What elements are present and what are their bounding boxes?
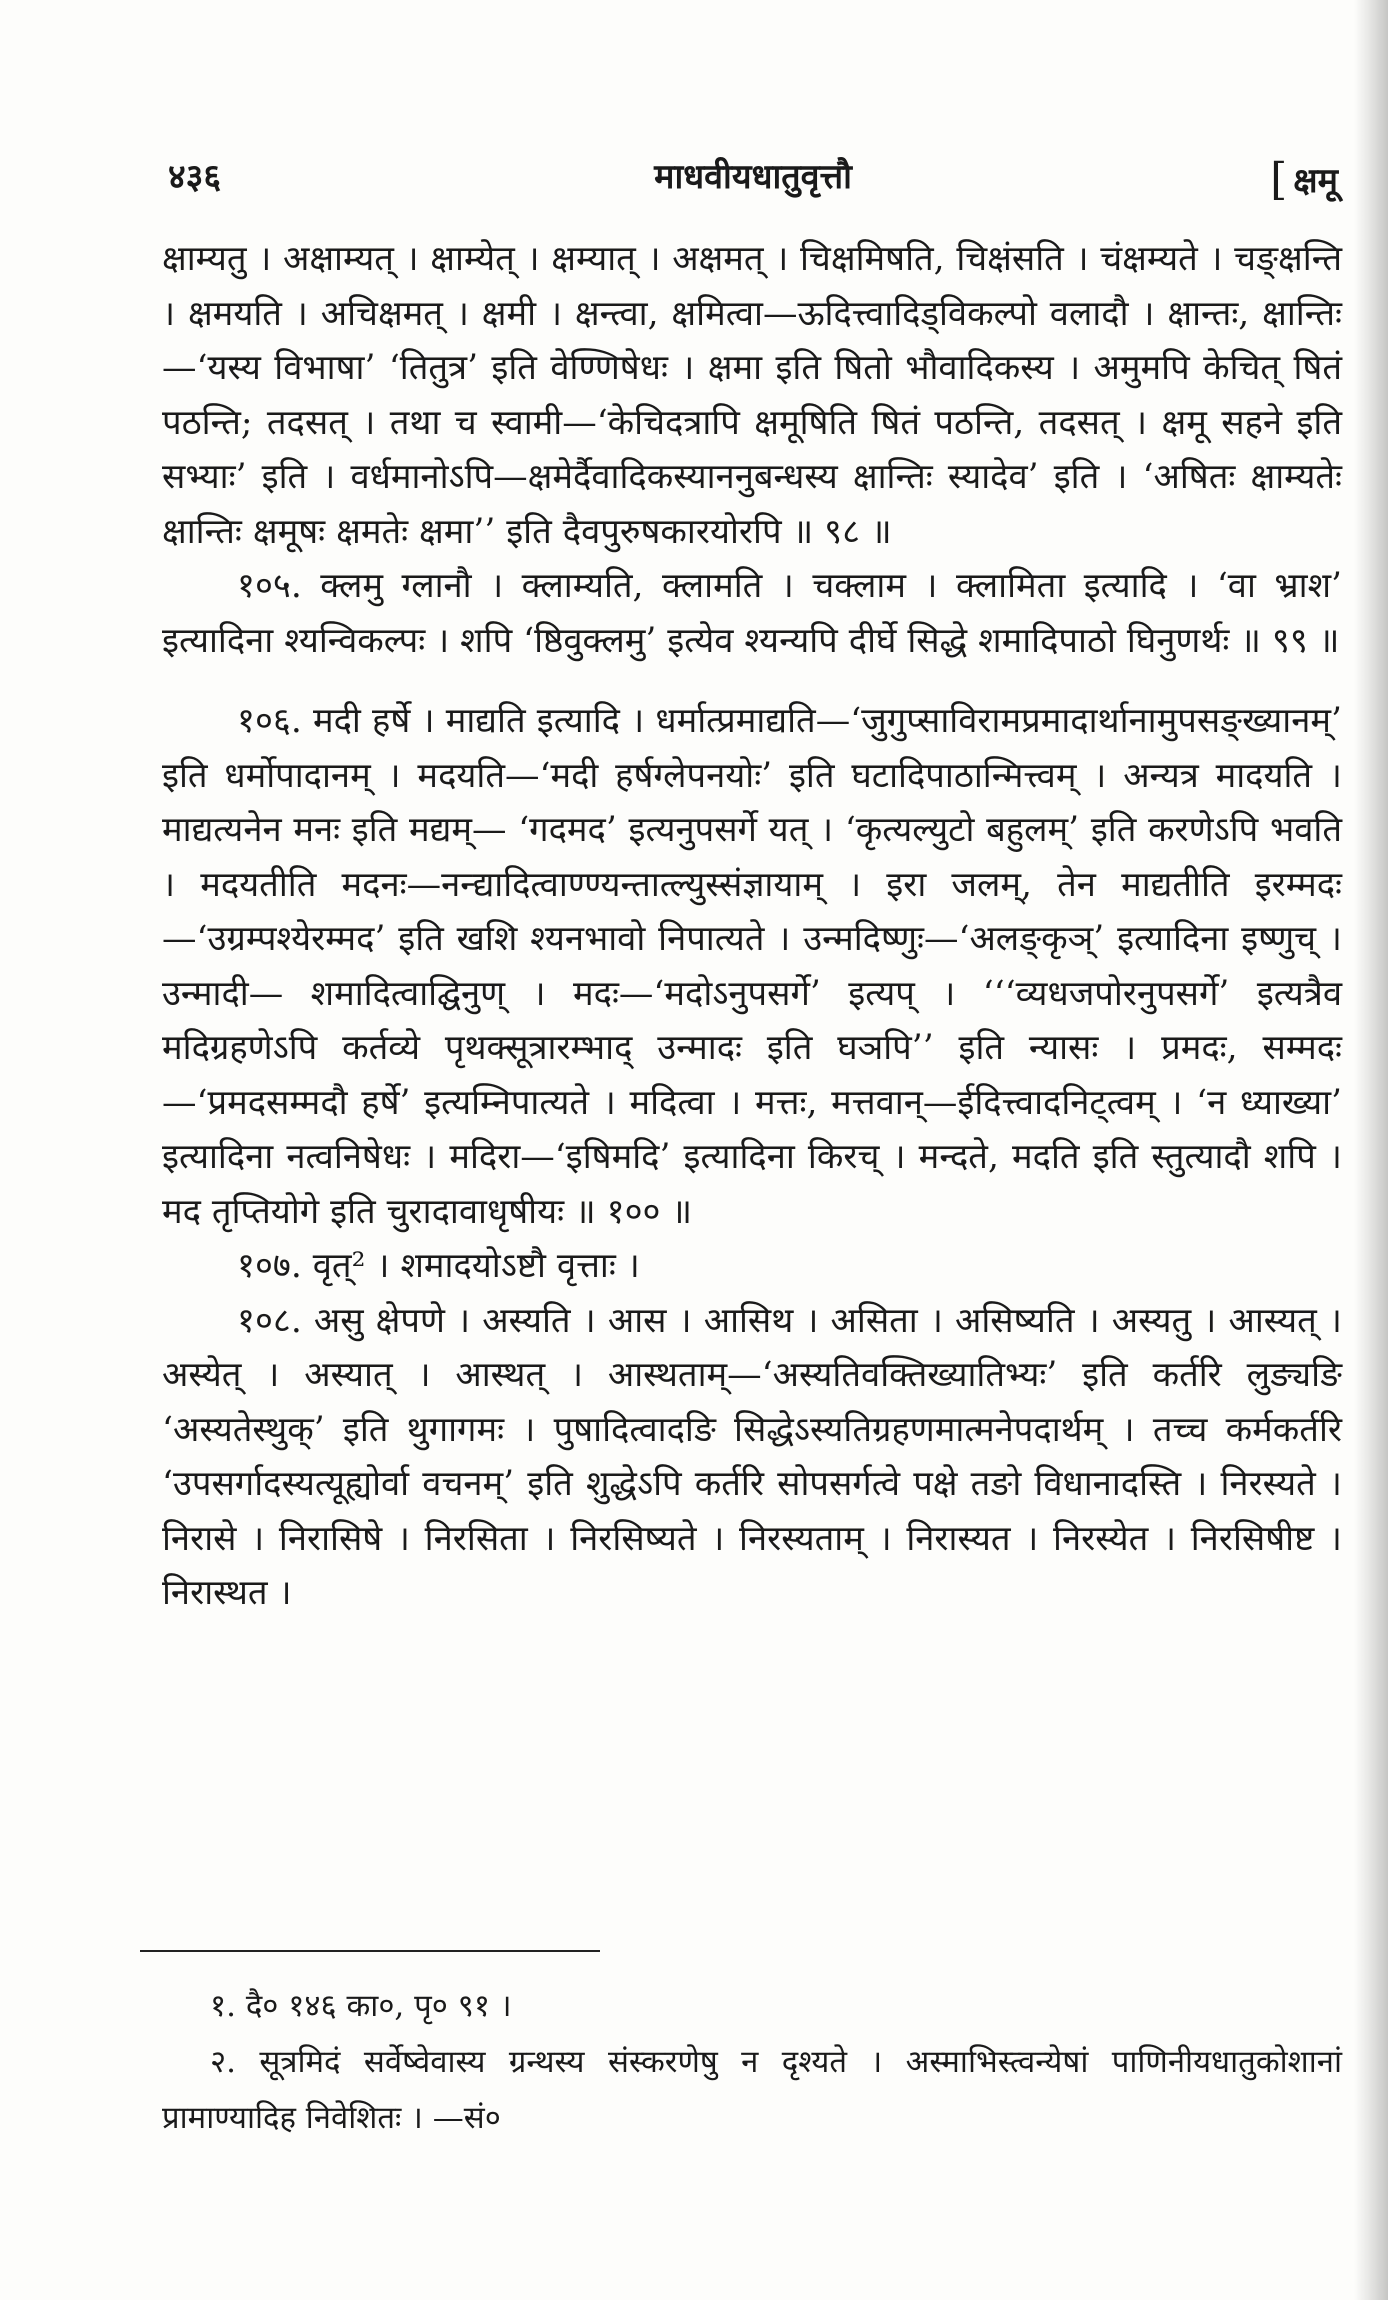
paragraph-108: १०८. असु क्षेपणे । अस्यति । आस । आसिथ । असिता । असिष्यति । अस्यतु । आस्यत् । अस्येत् । अस्यात् । आस्थत् । आस्थताम्—‘अस्यतिवक्तिख्यातिभ्यः’ इति कर्तरि लुङ्यङि ‘अस्यतेस्थुक्’ इति थुगागमः । पुषादित्वादङि सिद्धेऽस्यतिग्रहणमात्मनेपदार्थम् । तच्च कर्मकर्तरि ‘उपसर्गादस्यत्यूह्योर्वा वचनम्’ इति शुद्धेऽपि कर्तरि सोपसर्गत्वे पक्षे तङो विधानादस्ति । निरस्यते । निरासे । निरासिषे । निरसिता । निरसिष्यते । निरस्यताम् । निरास्यत । निरस्येत । निरसिषीष्ट । निरास्थत ।: [162, 1300, 1342, 1613]
paragraph-98: क्षाम्यतु । अक्षाम्यत् । क्षाम्येत् । क्षम्यात् । अक्षमत् । चिक्षमिषति, चिक्षंसति । चंक्षम्यते । चङ्क्षन्ति । क्षमयति । अचिक्षमत् । क्षमी । क्षन्त्वा, क्षमित्वा—ऊदित्त्वादिड्विकल्पो वलादौ । क्षान्तः, क्षान्तिः—‘यस्य विभाषा’ ‘तितुत्र’ इति वेण्णिषेधः । क्षमा इति षितो भौवादिकस्य । अमुमपि केचित् षितं पठन्ति; तदसत् । तथा च स्वामी—‘केचिदत्रापि क्षमूषिति षितं पठन्ति, तदसत् । क्षमू सहने इति सभ्याः’ इति । वर्धमानोऽपि—क्षमेर्दैवादिकस्याननुबन्धस्य क्षान्तिः स्यादेव’ इति । ‘अषितः क्षाम्यतेः क्षान्तिः क्षमूषः क्षमतेः क्षमा’’ इति दैवपुरुषकारयोरपि ॥ ९८ ॥: [162, 239, 1342, 552]
footnotes: [162, 1978, 1342, 2146]
paragraph-106: १०६. मदी हर्षे । माद्यति इत्यादि । धर्मात्प्रमाद्यति—‘जुगुप्साविरामप्रमादार्थानामुपसङ्ख्यानम्’ इति धर्मोपादानम् । मदयति—‘मदी हर्षग्लेपनयोः’ इति घटादिपाठान्मित्त्वम् । अन्यत्र मादयति । माद्यत्यनेन मनः इति मद्यम्— ‘गदमद’ इत्यनुपसर्गे यत् । ‘कृत्यल्युटो बहुलम्’ इति करणेऽपि भवति । मदयतीति मदनः—नन्द्यादित्वाण्ण्यन्तात्ल्युस्संज्ञायाम् । इरा जलम्, तेन माद्यतीति इरम्मदः—‘उग्रम्पश्येरम्मद’ इति खशि श्यनभावो निपात्यते । उन्मदिष्णुः—‘अलङ्कृञ्’ इत्यादिना इष्णुच् । उन्मादी— शमादित्वाद्घिनुण् । मदः—‘मदोऽनुपसर्गे’ इत्यप् । ‘‘‘व्यधजपोरनुपसर्गे’ इत्यत्रैव मदिग्रहणेऽपि कर्तव्ये पृथक्सूत्रारम्भाद् उन्मादः इति घञपि’’ इति न्यासः । प्रमदः, सम्मदः—‘प्रमदसम्मदौ हर्षे’ इत्यम्निपात्यते । मदित्वा । मत्तः, मत्तवान्—ईदित्त्वादनिट्त्वम् । ‘न ध्याख्या’ इत्यादिना नत्वनिषेधः । मदिरा—‘इषिमदि’ इत्यादिना किरच् । मन्दते, मदति इति स्तुत्यादौ शपि । मद तृप्तियोगे इति चुरादावाधृषीयः ॥ १०० ॥: [162, 701, 1342, 1232]
page-number: ४३६: [168, 157, 222, 197]
main-text: [162, 232, 1342, 1621]
headword-text: क्षमू: [1293, 161, 1338, 201]
page-header: [168, 140, 1338, 210]
footnote-rule: [140, 1950, 600, 1952]
paragraph-105: १०५. क्लमु ग्लानौ । क्लाम्यति, क्लामति । चक्लाम । क्लामिता इत्यादि । ‘वा भ्राश’ इत्यादिना श्यन्विकल्पः । शपि ‘ष्ठिवुक्लमु’ इत्येव श्यन्यपि दीर्घे सिद्धे शमादिपाठो घिनुणर्थः ॥ ९९ ॥: [162, 566, 1342, 661]
running-title: माधवीयधातुवृत्तौ: [654, 157, 852, 197]
headword: [1270, 152, 1338, 203]
page-edge-shadow: [1354, 0, 1388, 2300]
paragraph-107: १०७. वृत्² । शमादयोऽष्टौ वृत्ताः ।: [237, 1246, 640, 1286]
headword-bracket: [: [1270, 154, 1288, 205]
footnote-2: २. सूत्रमिदं सर्वेष्वेवास्य ग्रन्थस्य संस्करणेषु न दृश्यते । अस्माभिस्त्वन्येषां पाणिनीयधातुकोशानां प्रामाण्यादिह निवेशितः । —सं०: [162, 2044, 1342, 2136]
footnote-1: १. दै० १४६ का०, पृ० ९१ ।: [210, 1988, 512, 2024]
